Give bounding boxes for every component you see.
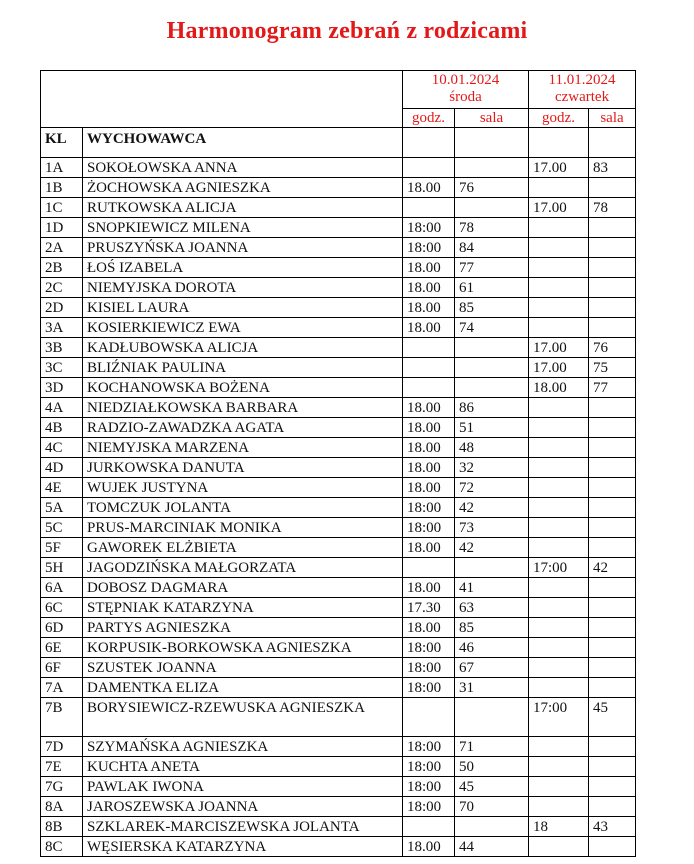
- day-1-hour-cell: 18.00: [403, 478, 455, 498]
- day-1-hour-cell: 18:00: [403, 498, 455, 518]
- class-cell: 6F: [41, 658, 83, 678]
- day-1-hour-cell: 18.00: [403, 538, 455, 558]
- day-2-hour-cell: [529, 238, 589, 258]
- day-2-room-cell: [589, 298, 636, 318]
- day-2-room-cell: [589, 777, 636, 797]
- day-1-hour-cell: [403, 698, 455, 737]
- day-2-hour-cell: 17.00: [529, 358, 589, 378]
- day-1-room-cell: [455, 158, 529, 178]
- day-2-room-cell: [589, 837, 636, 857]
- class-cell: 7A: [41, 678, 83, 698]
- day-2-room-cell: [589, 757, 636, 777]
- teacher-cell: WĘSIERSKA KATARZYNA: [83, 837, 403, 857]
- day-1-room-cell: 45: [455, 777, 529, 797]
- class-cell: 2B: [41, 258, 83, 278]
- day-1-room-cell: [455, 358, 529, 378]
- day-1-hour-cell: [403, 378, 455, 398]
- day-1-room-cell: 70: [455, 797, 529, 817]
- day-1-hour-cell: 18.00: [403, 458, 455, 478]
- class-cell: 4C: [41, 438, 83, 458]
- table-row: [41, 558, 636, 578]
- teacher-cell: PRUSZYŃSKA JOANNA: [83, 238, 403, 258]
- day-1-hour-cell: [403, 817, 455, 837]
- header-empty-cell: [589, 128, 636, 158]
- teacher-cell: ŁOŚ IZABELA: [83, 258, 403, 278]
- teacher-cell: SZYMAŃSKA AGNIESZKA: [83, 737, 403, 757]
- day-1-room-cell: 77: [455, 258, 529, 278]
- schedule-table-body: [41, 71, 636, 857]
- class-cell: 7B: [41, 698, 83, 737]
- day-2-room-cell: [589, 578, 636, 598]
- day-1-hour-cell: 18.00: [403, 178, 455, 198]
- table-row: [41, 678, 636, 698]
- table-row: [41, 618, 636, 638]
- teacher-cell: SZKLAREK-MARCISZEWSKA JOLANTA: [83, 817, 403, 837]
- day-2-hour-cell: [529, 518, 589, 538]
- day-2-hour-cell: [529, 837, 589, 857]
- day-1-room-cell: 86: [455, 398, 529, 418]
- day-1-hour-cell: 18:00: [403, 757, 455, 777]
- day-1-hour-cell: 18:00: [403, 678, 455, 698]
- day-2-room-cell: [589, 498, 636, 518]
- table-row: [41, 638, 636, 658]
- day-1-room-cell: 51: [455, 418, 529, 438]
- table-row: [41, 398, 636, 418]
- day-2-room-cell: [589, 737, 636, 757]
- day-2-hour-cell: 17.00: [529, 198, 589, 218]
- day-2-room-cell: [589, 238, 636, 258]
- day-2-hour-cell: 17:00: [529, 558, 589, 578]
- teacher-cell: RUTKOWSKA ALICJA: [83, 198, 403, 218]
- table-row: [41, 698, 636, 737]
- teacher-cell: ŻOCHOWSKA AGNIESZKA: [83, 178, 403, 198]
- day-2-room-cell: 43: [589, 817, 636, 837]
- day-1-room-label: sala: [455, 109, 529, 128]
- header-blank-cell: [41, 71, 403, 128]
- class-cell: 1A: [41, 158, 83, 178]
- table-row: [41, 578, 636, 598]
- day-2-room-cell: [589, 438, 636, 458]
- day-2-hour-cell: [529, 777, 589, 797]
- day-1-hour-cell: 18:00: [403, 638, 455, 658]
- day-2-room-cell: [589, 418, 636, 438]
- teacher-cell: KOCHANOWSKA BOŻENA: [83, 378, 403, 398]
- table-row: [41, 478, 636, 498]
- teacher-cell: PRUS-MARCINIAK MONIKA: [83, 518, 403, 538]
- table-row: [41, 538, 636, 558]
- day-1-room-cell: [455, 558, 529, 578]
- day-1-room-cell: 44: [455, 837, 529, 857]
- table-row: [41, 797, 636, 817]
- day-2-room-cell: 76: [589, 338, 636, 358]
- day-1-room-cell: 67: [455, 658, 529, 678]
- class-cell: 8B: [41, 817, 83, 837]
- day-1-room-cell: 78: [455, 218, 529, 238]
- day-1-hour-cell: 18:00: [403, 777, 455, 797]
- day-1-room-cell: 73: [455, 518, 529, 538]
- day-2-room-cell: [589, 398, 636, 418]
- teacher-cell: KISIEL LAURA: [83, 298, 403, 318]
- teacher-cell: SZUSTEK JOANNA: [83, 658, 403, 678]
- day-2-hour-cell: 17.00: [529, 158, 589, 178]
- teacher-cell: PAWLAK IWONA: [83, 777, 403, 797]
- day-1-hour-cell: 18:00: [403, 238, 455, 258]
- day-1-hour-cell: 18:00: [403, 658, 455, 678]
- class-cell: 3C: [41, 358, 83, 378]
- day-2-hour-cell: [529, 538, 589, 558]
- teacher-cell: KORPUSIK-BORKOWSKA AGNIESZKA: [83, 638, 403, 658]
- day-1-hour-cell: 18.00: [403, 438, 455, 458]
- class-cell: 4E: [41, 478, 83, 498]
- class-cell: 7E: [41, 757, 83, 777]
- day-2-room-label: sala: [589, 109, 636, 128]
- teacher-cell: JURKOWSKA DANUTA: [83, 458, 403, 478]
- day-1-room-cell: 72: [455, 478, 529, 498]
- teacher-cell: JAROSZEWSKA JOANNA: [83, 797, 403, 817]
- class-cell: 4B: [41, 418, 83, 438]
- day-1-hour-label: godz.: [403, 109, 455, 128]
- class-column-header: KL: [41, 128, 83, 158]
- teacher-column-header: WYCHOWAWCA: [83, 128, 403, 158]
- column-header-row: [41, 128, 636, 158]
- teacher-cell: DAMENTKA ELIZA: [83, 678, 403, 698]
- class-cell: 4A: [41, 398, 83, 418]
- day-1-room-cell: 63: [455, 598, 529, 618]
- day-1-room-cell: 50: [455, 757, 529, 777]
- day-2-room-cell: [589, 797, 636, 817]
- day-1-room-cell: [455, 338, 529, 358]
- table-row: [41, 837, 636, 857]
- table-row: [41, 158, 636, 178]
- day-2-hour-cell: [529, 737, 589, 757]
- teacher-cell: KOSIERKIEWICZ EWA: [83, 318, 403, 338]
- class-cell: 2A: [41, 238, 83, 258]
- day-1-room-cell: 85: [455, 298, 529, 318]
- day-2-hour-cell: [529, 757, 589, 777]
- class-cell: 5H: [41, 558, 83, 578]
- day-1-date: 10.01.2024: [431, 72, 500, 88]
- table-row: [41, 817, 636, 837]
- day-2-room-cell: [589, 538, 636, 558]
- day-2-room-cell: [589, 258, 636, 278]
- day-2-hour-cell: [529, 318, 589, 338]
- table-row: [41, 278, 636, 298]
- class-cell: 3B: [41, 338, 83, 358]
- day-2-hour-cell: [529, 418, 589, 438]
- class-cell: 5F: [41, 538, 83, 558]
- day-1-hour-cell: 18:00: [403, 737, 455, 757]
- class-cell: 7D: [41, 737, 83, 757]
- teacher-cell: RADZIO-ZAWADZKA AGATA: [83, 418, 403, 438]
- day-2-room-cell: 83: [589, 158, 636, 178]
- day-2-hour-cell: [529, 438, 589, 458]
- class-cell: 6D: [41, 618, 83, 638]
- class-cell: 6C: [41, 598, 83, 618]
- table-row: [41, 777, 636, 797]
- teacher-cell: STĘPNIAK KATARZYNA: [83, 598, 403, 618]
- day-2-weekday: czwartek: [554, 89, 610, 105]
- day-1-hour-cell: [403, 198, 455, 218]
- day-1-room-cell: 48: [455, 438, 529, 458]
- day-1-hour-cell: 18.00: [403, 278, 455, 298]
- class-cell: 5C: [41, 518, 83, 538]
- class-cell: 6E: [41, 638, 83, 658]
- day-2-room-cell: [589, 618, 636, 638]
- day-2-room-cell: [589, 658, 636, 678]
- day-2-hour-cell: [529, 178, 589, 198]
- teacher-cell: KUCHTA ANETA: [83, 757, 403, 777]
- teacher-cell: NIEMYJSKA MARZENA: [83, 438, 403, 458]
- table-row: [41, 218, 636, 238]
- teacher-cell: BORYSIEWICZ-RZEWUSKA AGNIESZKA: [83, 698, 403, 737]
- day-2-hour-cell: [529, 258, 589, 278]
- day-2-hour-cell: [529, 598, 589, 618]
- class-cell: 4D: [41, 458, 83, 478]
- day-1-hour-cell: [403, 158, 455, 178]
- table-row: [41, 178, 636, 198]
- day-2-room-cell: [589, 638, 636, 658]
- teacher-cell: SNOPKIEWICZ MILENA: [83, 218, 403, 238]
- day-2-hour-cell: 18.00: [529, 378, 589, 398]
- teacher-cell: WUJEK JUSTYNA: [83, 478, 403, 498]
- day-1-room-cell: [455, 817, 529, 837]
- day-2-date: 11.01.2024: [548, 72, 616, 88]
- table-row: [41, 458, 636, 478]
- table-row: [41, 518, 636, 538]
- day-1-room-cell: 71: [455, 737, 529, 757]
- day-1-hour-cell: 17.30: [403, 598, 455, 618]
- header-empty-cell: [455, 128, 529, 158]
- day-1-hour-cell: 18:00: [403, 518, 455, 538]
- day-2-hour-cell: [529, 218, 589, 238]
- teacher-cell: NIEMYJSKA DOROTA: [83, 278, 403, 298]
- day-2-hour-cell: [529, 398, 589, 418]
- class-cell: 2D: [41, 298, 83, 318]
- day-1-header: [403, 71, 529, 109]
- day-2-room-cell: [589, 278, 636, 298]
- day-1-hour-cell: 18:00: [403, 797, 455, 817]
- table-row: [41, 358, 636, 378]
- table-row: [41, 737, 636, 757]
- day-2-room-cell: 78: [589, 198, 636, 218]
- day-1-room-cell: [455, 698, 529, 737]
- teacher-cell: TOMCZUK JOLANTA: [83, 498, 403, 518]
- teacher-cell: GAWOREK ELŻBIETA: [83, 538, 403, 558]
- day-1-hour-cell: 18.00: [403, 618, 455, 638]
- day-1-hour-cell: 18:00: [403, 218, 455, 238]
- page-title: Harmonogram zebrań z rodzicami: [166, 18, 528, 44]
- day-1-room-cell: 74: [455, 318, 529, 338]
- day-2-room-cell: 42: [589, 558, 636, 578]
- day-1-room-cell: [455, 378, 529, 398]
- day-2-hour-cell: [529, 578, 589, 598]
- table-row: [41, 757, 636, 777]
- day-1-room-cell: 84: [455, 238, 529, 258]
- day-2-hour-cell: [529, 638, 589, 658]
- day-1-hour-cell: 18.00: [403, 298, 455, 318]
- day-1-hour-cell: [403, 358, 455, 378]
- day-2-header: [529, 71, 636, 109]
- header-empty-cell: [403, 128, 455, 158]
- day-1-hour-cell: 18.00: [403, 578, 455, 598]
- teacher-cell: SOKOŁOWSKA ANNA: [83, 158, 403, 178]
- day-1-room-cell: 42: [455, 538, 529, 558]
- table-row: [41, 498, 636, 518]
- day-1-room-cell: 42: [455, 498, 529, 518]
- teacher-cell: KADŁUBOWSKA ALICJA: [83, 338, 403, 358]
- day-1-hour-cell: 18.00: [403, 837, 455, 857]
- table-row: [41, 258, 636, 278]
- class-cell: 8A: [41, 797, 83, 817]
- day-2-hour-cell: [529, 618, 589, 638]
- day-2-room-cell: [589, 478, 636, 498]
- day-2-room-cell: [589, 678, 636, 698]
- day-1-room-cell: 76: [455, 178, 529, 198]
- day-1-room-cell: 41: [455, 578, 529, 598]
- day-2-hour-cell: [529, 678, 589, 698]
- day-1-room-cell: [455, 198, 529, 218]
- table-row: [41, 418, 636, 438]
- day-2-hour-cell: [529, 278, 589, 298]
- class-cell: 8C: [41, 837, 83, 857]
- day-1-hour-cell: 18.00: [403, 418, 455, 438]
- teacher-cell: DOBOSZ DAGMARA: [83, 578, 403, 598]
- class-cell: 1C: [41, 198, 83, 218]
- day-1-room-cell: 31: [455, 678, 529, 698]
- day-2-hour-cell: 18: [529, 817, 589, 837]
- day-2-room-cell: 45: [589, 698, 636, 737]
- table-row: [41, 198, 636, 218]
- day-2-room-cell: [589, 518, 636, 538]
- class-cell: 2C: [41, 278, 83, 298]
- day-2-room-cell: [589, 178, 636, 198]
- table-row: [41, 298, 636, 318]
- day-2-room-cell: [589, 218, 636, 238]
- teacher-cell: PARTYS AGNIESZKA: [83, 618, 403, 638]
- table-row: [41, 238, 636, 258]
- day-2-hour-label: godz.: [529, 109, 589, 128]
- day-1-hour-cell: [403, 338, 455, 358]
- day-2-hour-cell: [529, 498, 589, 518]
- day-2-hour-cell: [529, 797, 589, 817]
- day-2-hour-cell: [529, 458, 589, 478]
- day-1-hour-cell: [403, 558, 455, 578]
- schedule-table: [40, 70, 636, 857]
- day-1-weekday: środa: [449, 89, 482, 105]
- class-cell: 6A: [41, 578, 83, 598]
- table-row: [41, 658, 636, 678]
- day-1-room-cell: 85: [455, 618, 529, 638]
- day-2-room-cell: 75: [589, 358, 636, 378]
- table-row: [41, 598, 636, 618]
- day-2-room-cell: [589, 458, 636, 478]
- day-2-room-cell: [589, 318, 636, 338]
- class-cell: 5A: [41, 498, 83, 518]
- class-cell: 7G: [41, 777, 83, 797]
- table-row: [41, 338, 636, 358]
- day-2-hour-cell: 17:00: [529, 698, 589, 737]
- class-cell: 3D: [41, 378, 83, 398]
- day-2-hour-cell: [529, 658, 589, 678]
- date-header-row: [41, 71, 636, 109]
- table-row: [41, 378, 636, 398]
- class-cell: 3A: [41, 318, 83, 338]
- class-cell: 1B: [41, 178, 83, 198]
- table-row: [41, 318, 636, 338]
- table-row: [41, 438, 636, 458]
- day-2-hour-cell: [529, 298, 589, 318]
- teacher-cell: JAGODZIŃSKA MAŁGORZATA: [83, 558, 403, 578]
- day-2-hour-cell: 17.00: [529, 338, 589, 358]
- teacher-cell: BLIŹNIAK PAULINA: [83, 358, 403, 378]
- class-cell: 1D: [41, 218, 83, 238]
- day-1-hour-cell: 18.00: [403, 258, 455, 278]
- day-1-room-cell: 46: [455, 638, 529, 658]
- day-1-hour-cell: 18.00: [403, 398, 455, 418]
- header-empty-cell: [529, 128, 589, 158]
- day-1-room-cell: 32: [455, 458, 529, 478]
- teacher-cell: NIEDZIAŁKOWSKA BARBARA: [83, 398, 403, 418]
- day-1-room-cell: 61: [455, 278, 529, 298]
- day-2-room-cell: [589, 598, 636, 618]
- day-1-hour-cell: 18.00: [403, 318, 455, 338]
- day-2-room-cell: 77: [589, 378, 636, 398]
- day-2-hour-cell: [529, 478, 589, 498]
